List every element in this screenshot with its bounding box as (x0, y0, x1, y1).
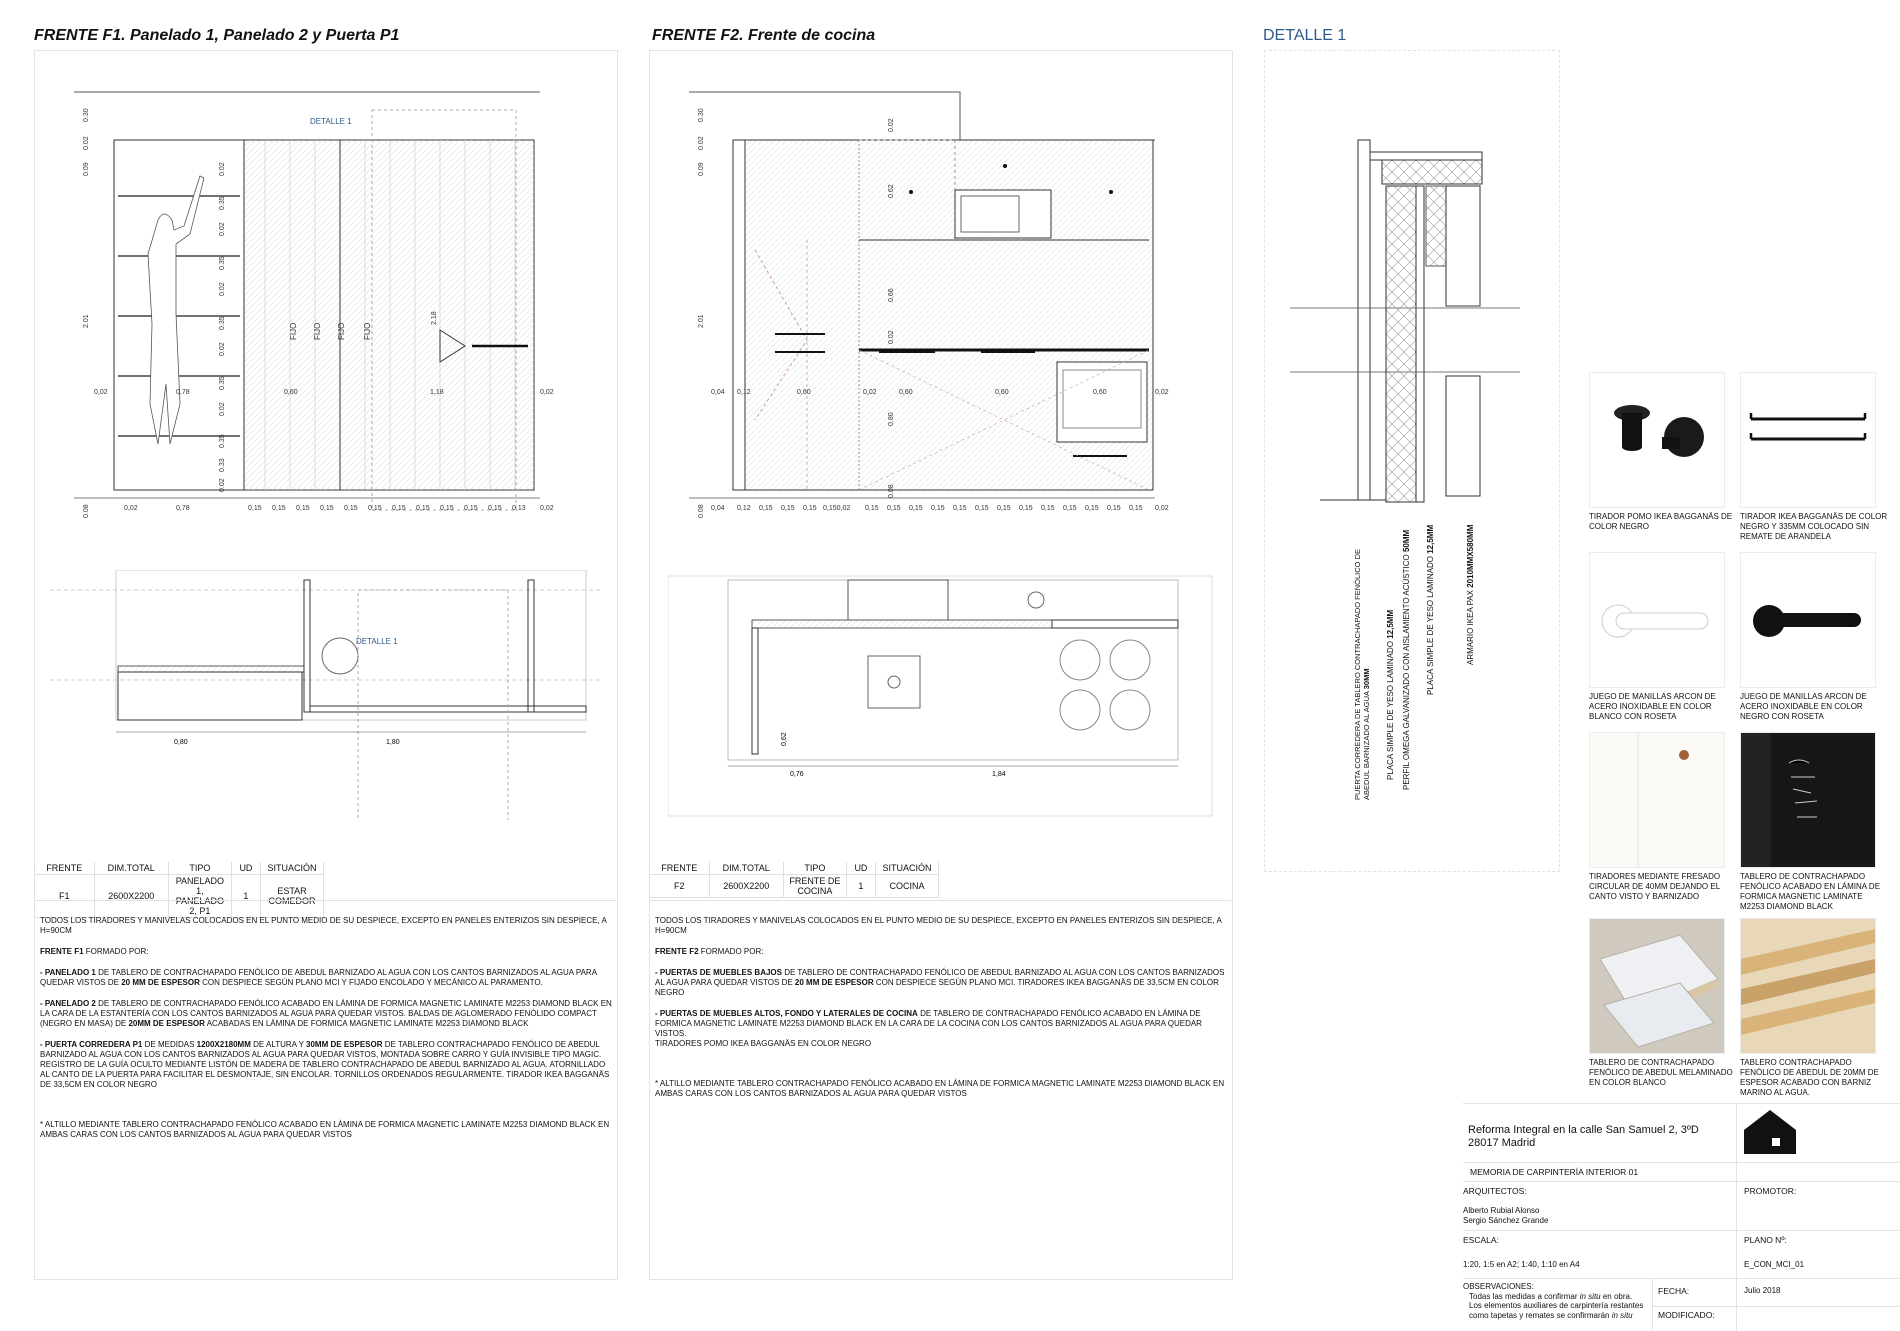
circular-cut-icon (1590, 733, 1724, 867)
f1-bottom-dims (124, 505, 554, 512)
f1-detail-tag: DETALLE 1 (310, 117, 352, 126)
svg-text:0,15: 0,15 (887, 505, 901, 512)
note-panelado-1: - PANELADO 1 DE TABLERO DE CONTRACHAPADO FENÓLICO DE ABEDUL BARNIZADO AL AGUA CON LOS CANTOS BARNIZADOS AL AGUA PARA QUEDAR VISTOS DE 20 MM DE ESPESOR CON DESPIECE SEGÚN PLANO MCI Y FIJADO ENCOLADO Y MECÁNICO AL PARAMENTO. (40, 968, 597, 987)
f1-title: FRENTE F1. Panelado 1, Panelado 2 y Puerta P1 (34, 27, 400, 44)
project-title: Reforma Integral en la calle San Samuel 2, 3ºD 28017 Madrid (1468, 1124, 1699, 1149)
black-lever-icon (1741, 553, 1875, 687)
f2-left-dim: 0.30 (698, 108, 705, 122)
detail-label-puerta: PUERTA CORREDERA DE TABLERO CONTRACHAPADO FENÓLICO DE ABEDUL BARNIZADO AL AGUA 30MM (1353, 548, 1371, 800)
material-caption: JUEGO DE MANILLAS ARCON DE ACERO INOXIDABLE EN COLOR BLANCO CON ROSETA (1589, 692, 1716, 721)
svg-text:0,15: 0,15 (392, 505, 406, 512)
table-cell: F1 (35, 875, 95, 918)
f2-mid-dim: 0,12 (737, 389, 751, 396)
table-cell: PANELADO 1, PANELADO 2, P1 (168, 875, 231, 918)
plan-number-value: E_CON_MCI_01 (1744, 1260, 1805, 1269)
table-cell: 2600X2200 (94, 875, 168, 918)
table-cell: COCINA (876, 875, 939, 898)
svg-text:0.35: 0.35 (219, 434, 226, 448)
knob-icon (1590, 373, 1724, 507)
fijo-label: FIJO (337, 322, 346, 340)
birch-boards-icon (1741, 919, 1875, 1053)
f2-mid-dim: 0,60 (1093, 389, 1107, 396)
f2-title: FRENTE F2. Frente de cocina (652, 27, 876, 44)
svg-text:0,15: 0,15 (296, 505, 310, 512)
detail-label-perfil-omega: PERFIL OMEGA GALVANIZADO CON AISLAMIENTO ACÚSTICO 50MM (1402, 529, 1411, 790)
table-cell: 1 (231, 875, 260, 918)
plan-number-label: PLANO Nº: (1744, 1235, 1787, 1245)
svg-text:0.02: 0.02 (219, 402, 226, 416)
melamine-boards-icon (1590, 919, 1724, 1053)
f2-mid-dim: 0,60 (995, 389, 1009, 396)
material-caption: TABLERO DE CONTRACHAPADO FENÓLICO ACABADO EN LÁMINA DE FORMICA MAGNETIC LAMINATE M2253 DIAMOND BLACK (1740, 872, 1881, 911)
swatch-pomo-knob (1589, 372, 1725, 508)
swatch-blackboard (1740, 732, 1876, 868)
svg-text:0,150,02: 0,150,02 (823, 505, 851, 512)
svg-text:0,15: 0,15 (931, 505, 945, 512)
svg-text:0,15: 0,15 (1107, 505, 1121, 512)
svg-text:0,15: 0,15 (440, 505, 454, 512)
svg-text:0,02: 0,02 (124, 505, 138, 512)
notes-intro: TODOS LOS TIRADORES Y MANIVELAS COLOCADOS EN EL PUNTO MEDIO DE SU DESPIECE, EXCEPTO EN PANELES ENTERIZOS SIN DESPIECE, A H=90CM (40, 916, 607, 935)
table-header: SITUACIÓN (261, 862, 324, 875)
f1-elevation-drawing (40, 80, 615, 520)
svg-text:0.02: 0.02 (219, 222, 226, 236)
table-header: FRENTE (650, 862, 710, 875)
svg-text:0,15: 0,15 (464, 505, 478, 512)
scale-label: ESCALA: (1463, 1235, 1499, 1245)
document-title: MEMORIA DE CARPINTERÍA INTERIOR 01 (1470, 1167, 1639, 1177)
swatch-white-lever (1589, 552, 1725, 688)
svg-text:0,15: 0,15 (865, 505, 879, 512)
svg-text:0,15: 0,15 (416, 505, 430, 512)
left-dim: 0.08 (83, 504, 90, 518)
note-altillo: * ALTILLO MEDIANTE TABLERO CONTRACHAPADO FENÓLICO ACABADO EN LÁMINA DE FORMICA MAGNETIC LAMINATE M2253 DIAMOND BLACK EN AMBAS CARAS CON LOS CANTOS BARNIZADOS AL AGUA PARA QUEDAR VISTOS (40, 1120, 610, 1139)
note-muebles-bajos: - PUERTAS DE MUEBLES BAJOS DE TABLERO DE CONTRACHAPADO FENÓLICO DE ABEDUL BARNIZADO AL AGUA CON LOS CANTOS BARNIZADOS AL AGUA PARA QUEDAR VISTOS DE 20 MM DE ESPESOR CON DESPIECE SEGÚN PLANO MCI. TIRADORES IKEA BAGGANÄS DE 33,5CM EN COLOR NEGRO (655, 968, 1225, 997)
f1-plan-drawing (50, 570, 610, 820)
f2-mid-dim: 0,04 (711, 389, 725, 396)
svg-text:0.33: 0.33 (219, 458, 226, 472)
total-height-dim: 2.01 (83, 314, 90, 328)
f1-notes: TODOS LOS TIRADORES Y MANIVELAS COLOCADOS EN EL PUNTO MEDIO DE SU DESPIECE, EXCEPTO EN PANELES ENTERIZOS SIN DESPIECE, A H=90CM FRENTE F1 FORMADO POR: - PANELADO 1 DE TABLERO DE CONTRACHAPADO FENÓLICO DE ABEDUL BARNIZADO AL AGUA CON LOS CANTOS BARNIZADOS AL AGUA PARA QUEDAR VISTOS DE 20 MM DE ESPESOR CON DESPIECE SEGÚN PLANO MCI Y FIJADO ENCOLADO Y MECÁNICO AL PARAMENTO. - PANELADO 2 DE TABLERO DE CONTRACHAPADO FENÓLICO ACABADO EN LÁMINA DE FORMICA MAGNETIC LAMINATE M2253 DIAMOND BLACK EN LA CARA DE LA ESTANTERÍA CON LOS CANTOS BARNIZADOS AL AGUA PARA QUEDAR VISTOS. BALDAS DE AGLOMERADO FENÓLIDO COMPACT (NEGRO EN MASA) DE 20MM DE ESPESOR ACABADAS EN LÁMINA DE FORMICA MAGNETIC LAMINATE M2253 DIAMOND BLACK - PUERTA CORREDERA P1 DE MEDIDAS 1200X2180MM DE ALTURA Y 30MM DE ESPESOR DE TABLERO CONTRACHAPADO FENÓLICO DE ABEDUL BARNIZADO AL AGUA CON LOS CANTOS BARNIZADOS AL AGUA PARA QUEDAR VISTOS, MONTADA SOBRE CARRO Y GUÍA INVISIBLE TIPO MAGIC. REGISTRO DE LA GUÍA OCULTO MEDIANTE LISTÓN DE MADERA DE TABLERO CONTRACHAPADO DE ABEDUL BARNIZADO AL AGUA. ATORNILLADO AL CANTO DE LA PUERTA PARA FACILITAR EL DESMONTAJE, SIN ENCOLAR. TORNILLOS ORDENADOS REGULARMENTE. TIRADOR IKEA BAGGANÄS DE 33,5CM EN COLOR NEGRO * ALTILLO MEDIANTE TABLERO CONTRACHAPADO FENÓLICO ACABADO EN LÁMINA DE FORMICA MAGNETIC LAMINATE M2253 DIAMOND BLACK EN AMBAS CARAS CON LOS CANTOS BARNIZADOS AL AGUA PARA QUEDAR VISTOS (40, 916, 615, 1151)
studio-logo (1742, 1108, 1802, 1156)
note-altillo: * ALTILLO MEDIANTE TABLERO CONTRACHAPADO FENÓLICO ACABADO EN LÁMINA DE FORMICA MAGNETIC LAMINATE M2253 DIAMOND BLACK EN AMBAS CARAS CON LOS CANTOS BARNIZADOS AL AGUA PARA QUEDAR VISTOS (655, 1079, 1225, 1098)
f2-inner-dim: 0.02 (888, 118, 895, 132)
f2-mid-dim: 0,02 (863, 389, 877, 396)
swatch-fresado (1589, 732, 1725, 868)
f2-inner-dim: 0.80 (888, 412, 895, 426)
svg-text:0.35: 0.35 (219, 196, 226, 210)
svg-text:0,15: 0,15 (320, 505, 334, 512)
f2-mid-dim: 0,60 (797, 389, 811, 396)
svg-text:0,15: 0,15 (909, 505, 923, 512)
svg-text:0.35: 0.35 (219, 256, 226, 270)
svg-text:0,15: 0,15 (272, 505, 286, 512)
svg-text:0,02: 0,02 (540, 505, 554, 512)
f1-summary-table (34, 862, 324, 918)
table-header: DIM.TOTAL (94, 862, 168, 875)
mid-dim: 0,78 (176, 389, 190, 396)
scale-value: 1:20, 1:5 en A2; 1:40, 1:10 en A4 (1463, 1260, 1580, 1269)
detail-label-armario: ARMARIO IKEA PAX 2010MMX580MM (1466, 524, 1475, 665)
table-cell: 1 (846, 875, 875, 898)
f2-plan-dim: 0,62 (781, 732, 788, 746)
material-caption: TIRADOR IKEA BAGGANÄS DE COLOR NEGRO Y 335MM COLOCADO SIN REMATE DE ARANDELA (1740, 512, 1888, 541)
material-caption: TABLERO CONTRACHAPADO FENÓLICO DE ABEDUL DE 20MM DE ESPESOR ACABADO CON BARNIZ MARINO AL AGUA. (1740, 1058, 1879, 1097)
svg-text:0,15: 0,15 (759, 505, 773, 512)
svg-text:0,15: 0,15 (488, 505, 502, 512)
mid-dim: 1,18 (430, 389, 444, 396)
mid-dim: 0,02 (94, 389, 108, 396)
detail-label-placa-2: PLACA SIMPLE DE YESO LAMINADO 12,5MM (1426, 524, 1435, 695)
svg-text:0.02: 0.02 (219, 162, 226, 176)
svg-text:0,15: 0,15 (781, 505, 795, 512)
svg-text:0,15: 0,15 (953, 505, 967, 512)
f2-plan-dim: 0,76 (790, 771, 804, 778)
f2-mid-dim: 0,60 (899, 389, 913, 396)
note-panelado-2: - PANELADO 2 DE TABLERO DE CONTRACHAPADO FENÓLICO ACABADO EN LÁMINA DE FORMICA MAGNETIC LAMINATE M2253 DIAMOND BLACK EN LA CARA DE LA ESTANTERÍA CON LOS CANTOS BARNIZADOS AL AGUA PARA QUEDAR VISTOS. BALDAS DE AGLOMERADO FENÓLIDO COMPACT (NEGRO EN MASA) DE 20MM DE ESPESOR ACABADAS EN LÁMINA DE FORMICA MAGNETIC LAMINATE M2253 DIAMOND BLACK (40, 999, 612, 1028)
fijo-label: FIJO (363, 322, 372, 340)
svg-text:0,15: 0,15 (1063, 505, 1077, 512)
table-header: SITUACIÓN (876, 862, 939, 875)
f2-inner-dim: 0.66 (888, 288, 895, 302)
table-header: DIM.TOTAL (709, 862, 783, 875)
table-cell: ESTAR COMEDOR (261, 875, 324, 918)
svg-text:0,15: 0,15 (1041, 505, 1055, 512)
f2-left-dim: 0.02 (698, 136, 705, 150)
f2-notes: TODOS LOS TIRADORES Y MANIVELAS COLOCADOS EN EL PUNTO MEDIO DE SU DESPIECE, EXCEPTO EN PANELES ENTERIZOS SIN DESPIECE, A H=90CM FRENTE F2 FORMADO POR: - PUERTAS DE MUEBLES BAJOS DE TABLERO DE CONTRACHAPADO FENÓLICO DE ABEDUL BARNIZADO AL AGUA CON LOS CANTOS BARNIZADOS AL AGUA PARA QUEDAR VISTOS DE 20 MM DE ESPESOR CON DESPIECE SEGÚN PLANO MCI. TIRADORES IKEA BAGGANÄS DE 33,5CM EN COLOR NEGRO - PUERTAS DE MUEBLES ALTOS, FONDO Y LATERALES DE COCINA DE TABLERO DE CONTRACHAPADO FENÓLICO ACABADO EN LÁMINA DE FORMICA MAGNETIC LAMINATE M2253 DIAMOND BLACK EN LA CARA DE LA COCINA CON LOS CANTOS BARNIZADOS AL AGUA PARA QUEDAR VISTOS. TIRADORES POMO IKEA BAGGANÄS EN COLOR NEGRO * ALTILLO MEDIANTE TABLERO CONTRACHAPADO FENÓLICO ACABADO EN LÁMINA DE FORMICA MAGNETIC LAMINATE M2253 DIAMOND BLACK EN AMBAS CARAS CON LOS CANTOS BARNIZADOS AL AGUA PARA QUEDAR VISTOS (655, 916, 1230, 1110)
material-caption: TIRADOR POMO IKEA BAGGANÄS DE COLOR NEGRO (1589, 512, 1733, 531)
f2-mid-dim: 0,02 (1155, 389, 1169, 396)
f2-plan-drawing (668, 570, 1223, 820)
modified-label: MODIFICADO: (1658, 1310, 1715, 1320)
date-label: FECHA: (1658, 1286, 1690, 1296)
swatch-black-lever (1740, 552, 1876, 688)
material-caption: TIRADORES MEDIANTE FRESADO CIRCULAR DE 40MM DEJANDO EL CANTO VISTO Y BARNIZADO (1589, 872, 1721, 901)
material-caption: TABLERO DE CONTRACHAPADO FENÓLICO DE ABEDUL MELAMINADO EN COLOR BLANCO (1589, 1058, 1733, 1087)
promoter-label: PROMOTOR: (1744, 1186, 1797, 1196)
svg-text:0,15: 0,15 (975, 505, 989, 512)
svg-text:0,13: 0,13 (512, 505, 526, 512)
bar-handle-icon (1741, 373, 1875, 507)
table-header: TIPO (168, 862, 231, 875)
notes-intro: TODOS LOS TIRADORES Y MANIVELAS COLOCADOS EN EL PUNTO MEDIO DE SU DESPIECE, EXCEPTO EN PANELES ENTERIZOS SIN DESPIECE, A H=90CM (655, 916, 1222, 935)
door-height-dim: 2.18 (431, 311, 438, 325)
white-lever-icon (1590, 553, 1724, 687)
f2-bottom-dims (711, 505, 1169, 512)
date-value: Julio 2018 (1744, 1286, 1781, 1295)
f2-left-dim: 0.09 (698, 162, 705, 176)
swatch-bar-handle (1740, 372, 1876, 508)
table-cell: FRENTE DE COCINA (783, 875, 846, 898)
fijo-label: FIJO (313, 322, 322, 340)
architects-label: ARQUITECTOS: (1463, 1186, 1527, 1196)
svg-text:0,12: 0,12 (737, 505, 751, 512)
plan-dim: 0,80 (174, 739, 188, 746)
note-muebles-altos: - PUERTAS DE MUEBLES ALTOS, FONDO Y LATERALES DE COCINA DE TABLERO DE CONTRACHAPADO FENÓLICO ACABADO EN LÁMINA DE FORMICA MAGNETIC LAMINATE M2253 DIAMOND BLACK EN LA CARA DE LA COCINA CON LOS CANTOS BARNIZADOS AL AGUA PARA QUEDAR VISTOS. (655, 1009, 1202, 1038)
svg-text:0,15: 0,15 (997, 505, 1011, 512)
left-dim: 0.30 (83, 108, 90, 122)
svg-text:0,15: 0,15 (1019, 505, 1033, 512)
svg-text:0.02: 0.02 (219, 282, 226, 296)
f2-left-dim: 0.08 (698, 504, 705, 518)
f2-inner-dim: 0.02 (888, 330, 895, 344)
f2-elevation-drawing (655, 80, 1230, 520)
table-header: UD (846, 862, 875, 875)
table-cell: 2600X2200 (709, 875, 783, 898)
table-header: TIPO (783, 862, 846, 875)
table-header: FRENTE (35, 862, 95, 875)
f2-summary-table (649, 862, 939, 898)
svg-text:0,15: 0,15 (1129, 505, 1143, 512)
table-cell: F2 (650, 875, 710, 898)
observations: OBSERVACIONES: Todas las medidas a confirmar in situ en obra. Los elementos auxiliares de carpintería restantes como tapetas y remates se confirmarán in situ (1463, 1282, 1644, 1320)
table-header: UD (231, 862, 260, 875)
f2-left-dim: 2.01 (698, 314, 705, 328)
detail-section-drawing (1290, 130, 1520, 510)
svg-text:0.35: 0.35 (219, 376, 226, 390)
architects-list: Alberto Rubial Alonso Sergio Sánchez Grande (1463, 1206, 1549, 1225)
blackboard-icon (1741, 733, 1875, 867)
note-puerta-p1: - PUERTA CORREDERA P1 DE MEDIDAS 1200X2180MM DE ALTURA Y 30MM DE ESPESOR DE TABLERO CONTRACHAPADO FENÓLICO DE ABEDUL BARNIZADO AL AGUA CON LOS CANTOS BARNIZADOS AL AGUA PARA QUEDAR VISTOS, MONTADA SOBRE CARRO Y GUÍA INVISIBLE TIPO MAGIC. REGISTRO DE LA GUÍA OCULTO MEDIANTE LISTÓN DE MADERA DE TABLERO CONTRACHAPADO DE ABEDUL BARNIZADO AL AGUA. ATORNILLADO AL CANTO DE LA PUERTA PARA FACILITAR EL DESMONTAJE, SIN ENCOLAR. TORNILLOS ORDENADOS REGULARMENTE. TIRADOR IKEA BAGGANÄS DE 33,5CM EN COLOR NEGRO (40, 1040, 610, 1089)
svg-text:0,15: 0,15 (248, 505, 262, 512)
f1-inner-vertical-dims (219, 162, 226, 492)
svg-text:0,15: 0,15 (1085, 505, 1099, 512)
left-dim: 0.02 (83, 136, 90, 150)
f1-plan-detail-tag: DETALLE 1 (356, 637, 398, 646)
svg-text:0.02: 0.02 (219, 478, 226, 492)
swatch-melamine-boards (1589, 918, 1725, 1054)
svg-text:0,04: 0,04 (711, 505, 725, 512)
svg-text:0,15: 0,15 (368, 505, 382, 512)
f2-inner-dim: 0.08 (888, 484, 895, 498)
svg-text:0,15: 0,15 (803, 505, 817, 512)
plan-dim: 1,80 (386, 739, 400, 746)
material-caption: JUEGO DE MANILLAS ARCON DE ACERO INOXIDABLE EN COLOR NEGRO CON ROSETA (1740, 692, 1867, 721)
svg-text:0,78: 0,78 (176, 505, 190, 512)
note-tiradores-pomo: TIRADORES POMO IKEA BAGGANÄS EN COLOR NEGRO (655, 1039, 872, 1048)
f2-plan-dim: 1,84 (992, 771, 1006, 778)
svg-text:0,02: 0,02 (1155, 505, 1169, 512)
svg-text:0.35: 0.35 (219, 316, 226, 330)
swatch-birch-boards (1740, 918, 1876, 1054)
fijo-label: FIJO (289, 322, 298, 340)
f2-inner-dim: 0.62 (888, 184, 895, 198)
left-dim: 0.09 (83, 162, 90, 176)
detail-label-placa-1: PLACA SIMPLE DE YESO LAMINADO 12,5MM (1386, 609, 1395, 780)
detail-title: DETALLE 1 (1263, 27, 1347, 44)
mid-dim: 0,60 (284, 389, 298, 396)
mid-dim: 0,02 (540, 389, 554, 396)
svg-text:0.02: 0.02 (219, 342, 226, 356)
svg-text:0,15: 0,15 (344, 505, 358, 512)
